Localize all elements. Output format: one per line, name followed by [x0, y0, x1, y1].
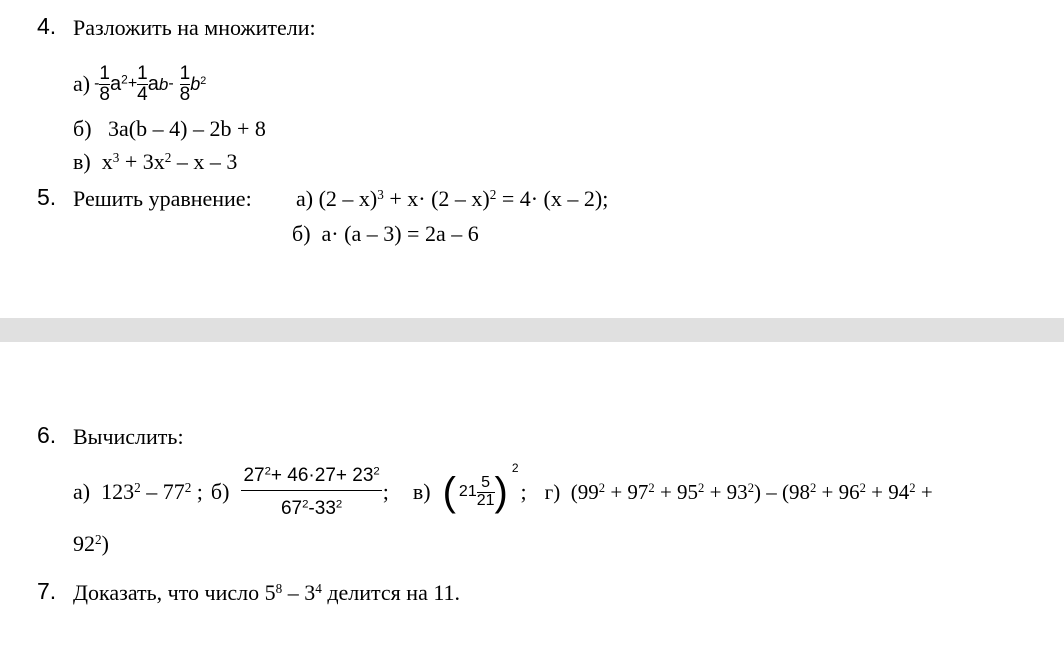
task-6a-expression: а) $123^2 - 77^2$ ;: [73, 479, 203, 504]
task-5b-formula: a· (a – 3) = 2a – 6: [321, 221, 479, 246]
task-6g-label: г): [544, 479, 561, 504]
task-7-number: 7.: [37, 578, 57, 604]
fraction-1-denominator: 8: [99, 83, 110, 105]
task-5-title: Решить уравнение:: [73, 186, 252, 211]
task-4a-expression: [73, 58, 206, 110]
fraction-2-denominator: 4: [137, 83, 148, 105]
task-4a-fraction-3: [180, 64, 191, 105]
task-4b-expression: [73, 118, 266, 140]
task-7-statement: Доказать, что число $5^8 - 3^4$ делится на 11.: [73, 580, 461, 605]
task-4a-plus: +: [127, 75, 138, 92]
task-6a-label: а): [73, 479, 91, 504]
task-4a-fraction-2: [137, 64, 148, 105]
task-4a-term-2: ab: [147, 73, 169, 95]
page-divider: [0, 318, 1064, 342]
task-6b-numerator: $27^2+ 46\cdot 27+ 23^2$: [243, 464, 380, 486]
task-6v-numerator: 5: [481, 473, 491, 491]
task-5b-label: б): [292, 221, 311, 246]
task-6v-denominator: 21: [476, 491, 495, 509]
task-4a-sign: -: [94, 75, 100, 92]
task-4b-formula: 3a(b – 4) – 2b + 8: [108, 116, 266, 141]
fraction-3-denominator: 8: [179, 83, 191, 105]
task-6-number: 6.: [37, 422, 57, 448]
task-6g-expression: г) $(99^2 + 97^2 + 95^2 + 93^2) - (98^2 + 96^2 + 94^2$ +: [544, 479, 933, 504]
task-4a-label: а): [73, 71, 91, 96]
task-4-title: Разложить на множители:: [73, 15, 316, 40]
task-6v-whole: 21: [458, 483, 477, 500]
task-4a-term-3: $b^2$: [190, 74, 207, 94]
fraction-1-numerator: 1: [99, 62, 110, 84]
task-5-number: 5.: [37, 184, 57, 210]
task-6g-continuation: $92^2$): [73, 531, 109, 556]
task-6b-denominator: $67^2-33^2$: [241, 490, 381, 519]
task-6v-left-paren: (: [442, 470, 456, 514]
task-4v-expression: в) $x^3 + 3x^2 - x - 3$: [73, 149, 238, 174]
fraction-3-numerator: 1: [179, 62, 191, 84]
task-5b-equation: [292, 223, 479, 245]
task-6b-semicolon: ;: [382, 479, 389, 504]
task-6v-fraction: [477, 475, 495, 510]
task-6v-right-paren: ): [494, 470, 508, 514]
task-6b-fraction: [241, 466, 381, 519]
task-5a-label: а): [296, 186, 314, 211]
task-6-row: [73, 460, 933, 524]
task-6v-exponent: 2: [511, 461, 519, 475]
task-6v-label: в): [412, 479, 431, 504]
task-4a-term-1: $a^2$: [110, 72, 128, 95]
fraction-2-numerator: 1: [137, 62, 148, 84]
task-4b-label: б): [73, 116, 92, 141]
task-4-number: 4.: [37, 13, 57, 39]
task-6-title: Вычислить:: [73, 424, 184, 449]
task-4a-minus: -: [168, 75, 174, 92]
task-4a-fraction-1: [99, 64, 110, 105]
task-4v-label: в): [73, 149, 91, 174]
task-5a-equation: а) (2 – x)$^3$ + x· (2 – x)$^2$ = 4· (x – 2);: [296, 186, 609, 211]
task-6b-label: б): [210, 479, 230, 504]
task-6v-semicolon: ;: [520, 479, 527, 504]
